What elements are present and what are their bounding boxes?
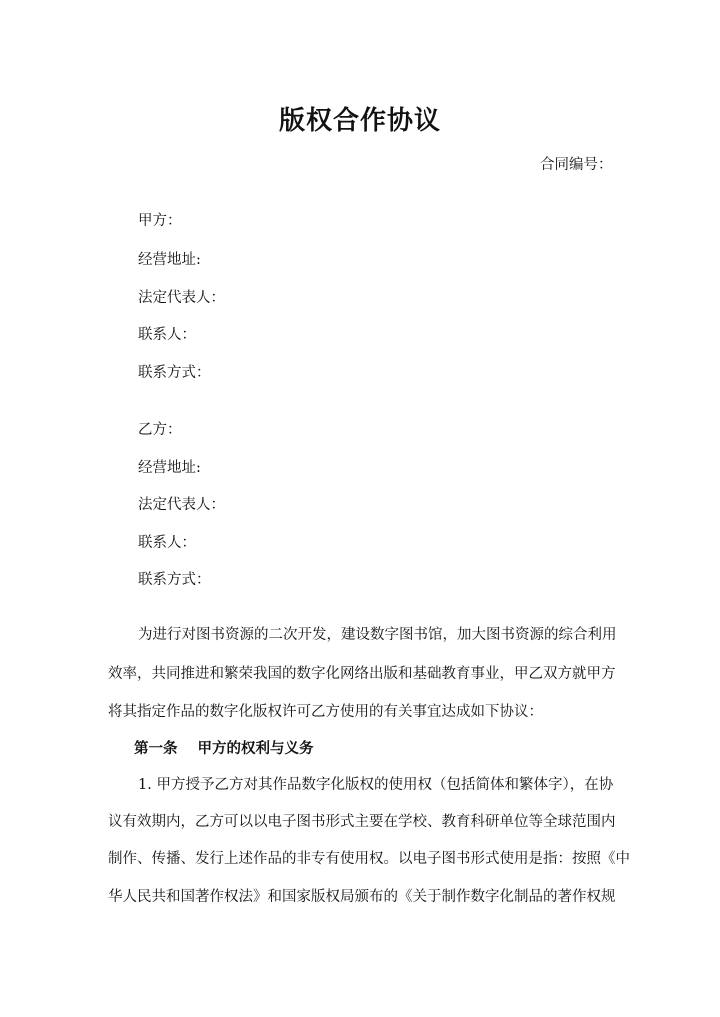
clause-line: 制作、传播、发行上述作品的非专有使用权。以电子图书形式使用是指：按照《中 bbox=[108, 851, 630, 867]
party-b-contact: 联系人： bbox=[138, 535, 196, 551]
article-1-number: 第一条 bbox=[134, 740, 178, 757]
party-b-label: 乙方： bbox=[138, 422, 182, 438]
document-title: 版权合作协议 bbox=[278, 106, 441, 136]
party-a-address: 经营地址: bbox=[138, 252, 201, 268]
article-1-title: 甲方的权利与义务 bbox=[197, 740, 314, 757]
party-a-label: 甲方： bbox=[138, 213, 182, 229]
party-b-address: 经营地址: bbox=[138, 460, 201, 476]
party-b-legal-rep: 法定代表人： bbox=[138, 497, 225, 513]
article-1-heading bbox=[134, 737, 334, 758]
clause-line: 议有效期内，乙方可以以电子图书形式主要在学校、教育科研单位等全球范围内 bbox=[108, 814, 616, 830]
preamble-line: 为进行对图书资源的二次开发，建设数字图书馆，加大图书资源的综合利用 bbox=[138, 627, 617, 643]
contract-number-label: 合同编号： bbox=[540, 157, 613, 173]
party-a-contact: 联系人： bbox=[138, 327, 196, 343]
party-a-legal-rep: 法定代表人： bbox=[138, 290, 225, 306]
clause-line: 华人民共和国著作权法》和国家版权局颁布的《关于制作数字化制品的著作权规 bbox=[108, 889, 616, 905]
preamble-line: 将其指定作品的数字化版权许可乙方使用的有关事宜达成如下协议： bbox=[108, 704, 543, 720]
clause-line: 1. 甲方授予乙方对其作品数字化版权的使用权（包括简体和繁体字），在协 bbox=[138, 777, 614, 793]
party-a-contact-info: 联系方式： bbox=[138, 365, 211, 381]
party-b-contact-info: 联系方式： bbox=[138, 572, 211, 588]
preamble-line: 效率，共同推进和繁荣我国的数字化网络出版和基础教育事业，甲乙双方就甲方 bbox=[108, 666, 616, 682]
